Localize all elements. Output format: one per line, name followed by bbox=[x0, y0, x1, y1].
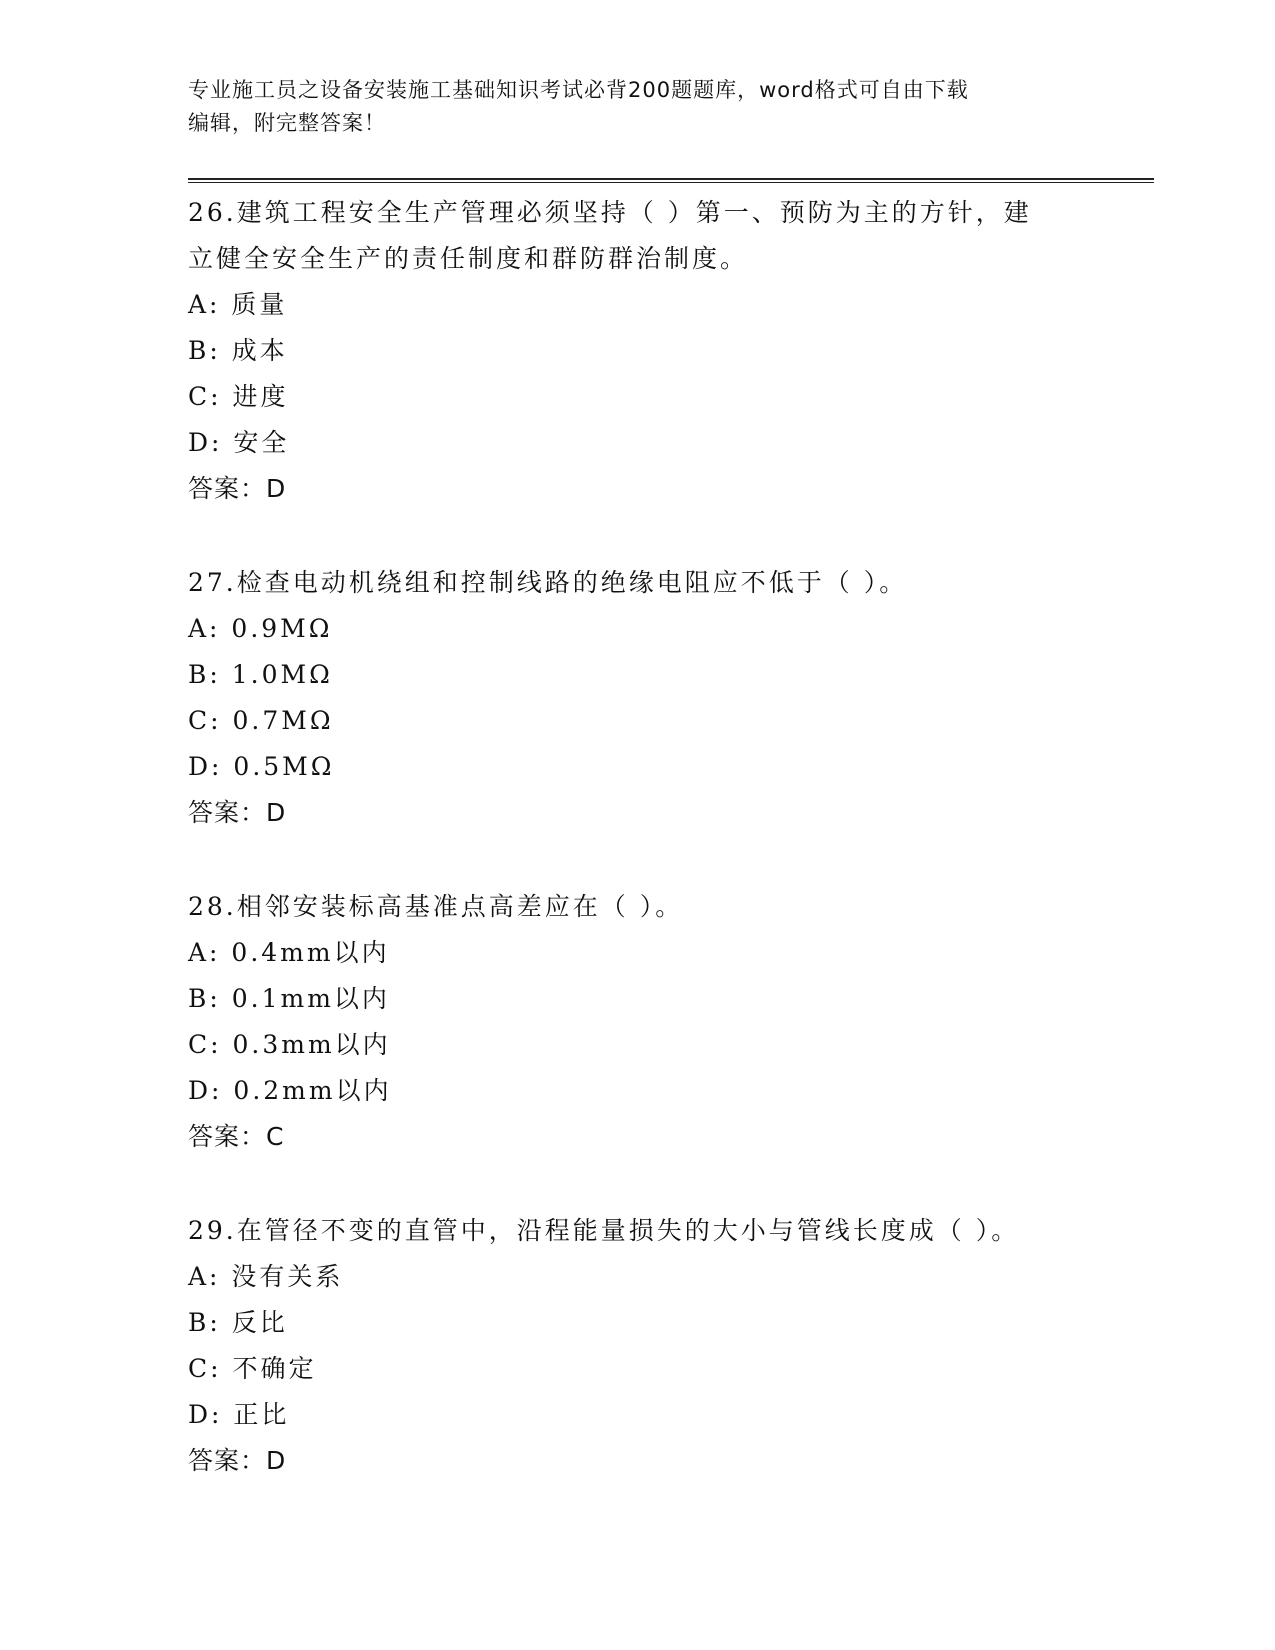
header-divider bbox=[188, 178, 1154, 183]
option-d: D: 安全 bbox=[188, 428, 290, 457]
question-stem-line: 28.相邻安装标高基准点高差应在（ ）。 bbox=[188, 892, 684, 921]
option-b: B: 1.0MΩ bbox=[188, 660, 333, 689]
question-27 bbox=[188, 560, 1068, 836]
option-a: A: 没有关系 bbox=[188, 1262, 344, 1291]
option-a: A: 质量 bbox=[188, 290, 288, 319]
option-d: D: 0.2mm以内 bbox=[188, 1076, 392, 1105]
answer: 答案：D bbox=[188, 1446, 287, 1475]
document-header bbox=[188, 74, 1088, 140]
option-c: C: 0.7MΩ bbox=[188, 706, 334, 735]
question-list bbox=[188, 190, 1068, 1532]
option-c: C: 不确定 bbox=[188, 1354, 317, 1383]
option-c: C: 0.3mm以内 bbox=[188, 1030, 391, 1059]
option-b: B: 成本 bbox=[188, 336, 288, 365]
question-stem-line: 26.建筑工程安全生产管理必须坚持（ ）第一、预防为主的方针，建 bbox=[188, 198, 1032, 227]
option-b: B: 0.1mm以内 bbox=[188, 984, 390, 1013]
question-26 bbox=[188, 190, 1068, 512]
header-line-2: 编辑，附完整答案！ bbox=[188, 111, 386, 135]
question-stem-line: 29.在管径不变的直管中，沿程能量损失的大小与管线长度成（ ）。 bbox=[188, 1216, 1020, 1245]
option-b: B: 反比 bbox=[188, 1308, 288, 1337]
answer: 答案：D bbox=[188, 798, 287, 827]
answer: 答案：D bbox=[188, 474, 287, 503]
question-stem-line: 27.检查电动机绕组和控制线路的绝缘电阻应不低于（ ）。 bbox=[188, 568, 908, 597]
answer: 答案：C bbox=[188, 1122, 285, 1151]
option-d: D: 正比 bbox=[188, 1400, 290, 1429]
option-a: A: 0.4mm以内 bbox=[188, 938, 390, 967]
option-c: C: 进度 bbox=[188, 382, 289, 411]
option-d: D: 0.5MΩ bbox=[188, 752, 335, 781]
header-line-1: 专业施工员之设备安装施工基础知识考试必背200题题库，word格式可自由下载 bbox=[188, 78, 969, 102]
question-29 bbox=[188, 1208, 1068, 1484]
question-stem-line: 立健全安全生产的责任制度和群防群治制度。 bbox=[188, 244, 749, 273]
question-28 bbox=[188, 884, 1068, 1160]
option-a: A: 0.9MΩ bbox=[188, 614, 333, 643]
